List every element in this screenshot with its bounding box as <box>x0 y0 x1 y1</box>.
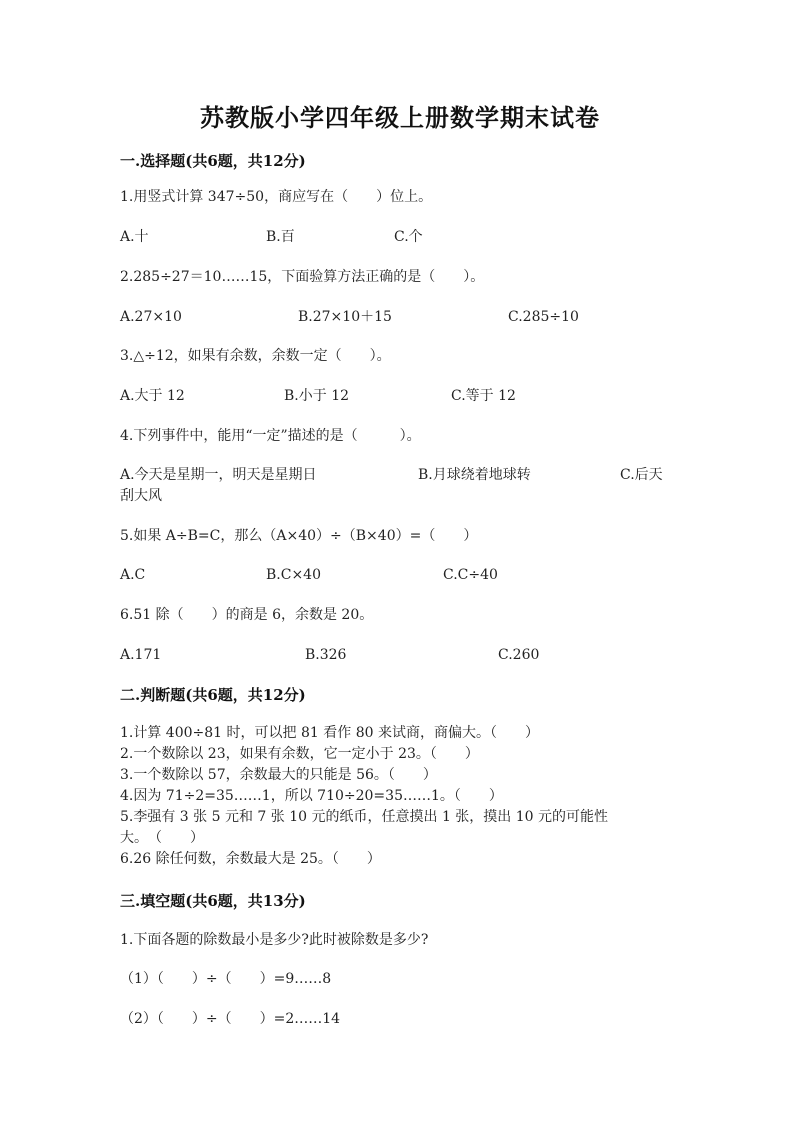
option-b: B.百 <box>266 229 295 245</box>
question-stem: 2.285÷27＝10……15，下面验算方法正确的是（ ）。 <box>120 269 485 285</box>
option-b: B.27×10＋15 <box>298 309 392 325</box>
option-a: A.十 <box>120 229 149 245</box>
option-a: A.C <box>120 567 146 583</box>
judgment-item-continuation: 大。 （ ） <box>120 830 204 846</box>
fill-blank-line: （2）（ ）÷（ ）=2……14 <box>120 1011 341 1027</box>
judgment-item: 5.李强有 3 张 5 元和 7 张 10 元的纸币，任意摸出 1 张，摸出 10 元的可能性 <box>120 809 609 825</box>
question-stem: 4.下列事件中，能用“一定”描述的是（ ）。 <box>120 428 421 444</box>
option-a: A.大于 12 <box>120 388 185 404</box>
section-heading-judgment: 二.判断题(共6题，共12分) <box>120 686 306 704</box>
question-stem: 1.下面各题的除数最小是多少?此时被除数是多少? <box>120 932 429 948</box>
option-c: C.个 <box>394 229 423 245</box>
question-stem: 3.△÷12，如果有余数，余数一定（ ）。 <box>120 348 391 364</box>
question-stem: 5.如果 A÷B=C，那么（A×40）÷（B×40）=（ ） <box>120 528 478 544</box>
option-c: C.C÷40 <box>443 567 498 583</box>
option-c: C.后天 <box>620 467 663 483</box>
section-heading-fill-blank: 三.填空题(共6题，共13分) <box>120 892 306 910</box>
option-c: C.285÷10 <box>508 309 579 325</box>
option-a: A.今天是星期一，明天是星期日 <box>120 467 317 483</box>
exam-title: 苏教版小学四年级上册数学期末试卷 <box>200 103 600 132</box>
option-b: B.小于 12 <box>284 388 350 404</box>
option-a: A.171 <box>120 647 162 663</box>
judgment-item: 1.计算 400÷81 时，可以把 81 看作 80 来试商，商偏大。（ ） <box>120 725 539 741</box>
option-b: B.326 <box>305 647 347 663</box>
judgment-item: 3.一个数除以 57，余数最大的只能是 56。（ ） <box>120 767 437 783</box>
option-c-continuation: 刮大风 <box>120 488 162 504</box>
option-c: C.260 <box>498 647 540 663</box>
judgment-item: 6.26 除任何数，余数最大是 25。（ ） <box>120 851 381 867</box>
question-stem: 1.用竖式计算 347÷50，商应写在（ ）位上。 <box>120 189 433 205</box>
option-c: C.等于 12 <box>451 388 516 404</box>
option-a: A.27×10 <box>120 309 182 325</box>
judgment-item: 4.因为 71÷2=35……1，所以 710÷20=35……1。（ ） <box>120 788 503 804</box>
section-heading-choice: 一.选择题(共6题，共12分) <box>120 152 306 170</box>
option-b: B.C×40 <box>266 567 321 583</box>
fill-blank-line: （1）（ ）÷（ ）=9……8 <box>120 971 332 987</box>
option-b: B.月球绕着地球转 <box>418 467 531 483</box>
judgment-item: 2.一个数除以 23，如果有余数，它一定小于 23。（ ） <box>120 746 479 762</box>
question-stem: 6.51 除（ ）的商是 6，余数是 20。 <box>120 607 374 623</box>
